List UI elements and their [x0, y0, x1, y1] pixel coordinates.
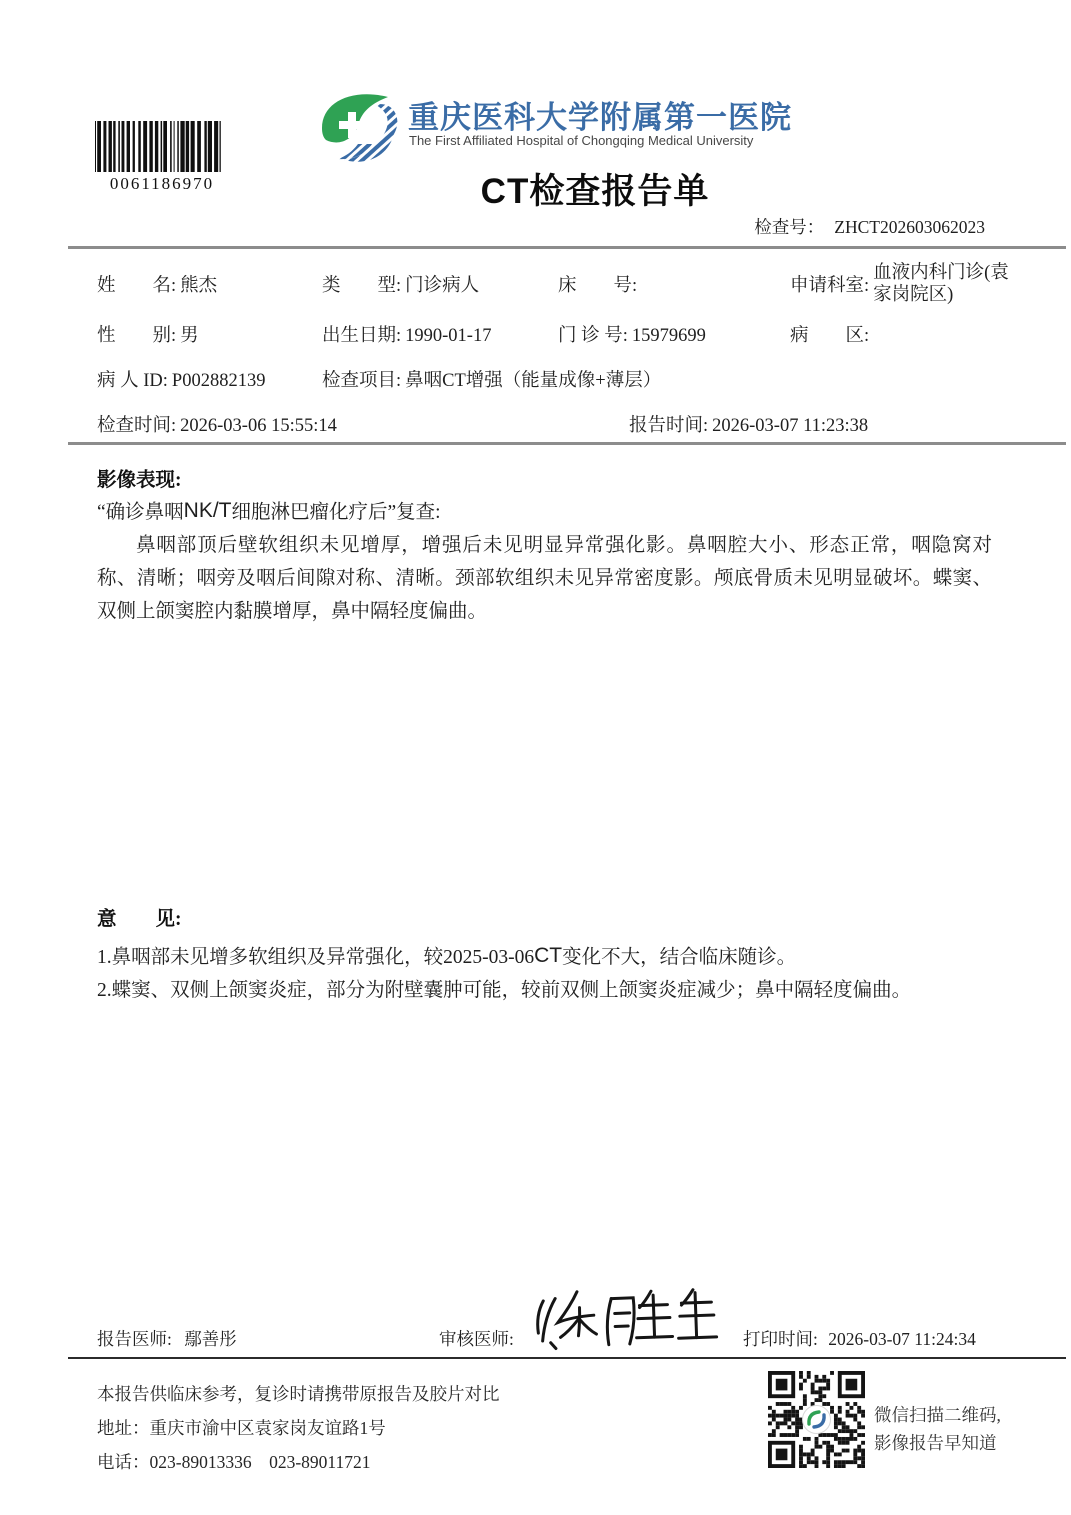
field-birth-date: 出生日期: 1990-01-17: [322, 326, 492, 346]
field-outpatient-number: 门 诊 号: 15979699: [558, 326, 706, 346]
footer-phone: 电话：023-89013336 023-89011721: [97, 1452, 371, 1472]
divider-patient-info: [68, 442, 1066, 445]
field-report-time: 报告时间: 2026-03-07 11:23:38: [629, 416, 869, 436]
review-doctor-signature: [528, 1286, 728, 1356]
field-patient-type: 类 型: 门诊病人: [322, 276, 480, 296]
exam-number: [0, 214, 985, 239]
hospital-logo-icon: [314, 88, 404, 166]
report-doctor-name: 鄢善彤: [184, 1329, 237, 1349]
field-ward: 病 区:: [790, 326, 870, 346]
qr-caption-line1: 微信扫描二维码,: [874, 1405, 1001, 1425]
report-title: CT检查报告单: [480, 172, 710, 211]
field-patient-name: 姓 名: 熊杰: [97, 276, 218, 296]
hospital-name: 重庆医科大学附属第一医院: [408, 100, 792, 135]
field-request-dept: 申请科室: 血液内科门诊(袁家岗院区): [790, 263, 1009, 305]
qr-caption-line2: 影像报告早知道: [874, 1433, 997, 1453]
findings-section-title: 影像表现:: [97, 470, 182, 491]
divider-header: [68, 246, 1066, 249]
exam-number-value: ZHCT202603062023: [834, 217, 985, 237]
divider-footer: [68, 1357, 1066, 1359]
hospital-name-english: The First Affiliated Hospital of Chongqing Medical University: [409, 133, 754, 148]
print-time-value: 2026-03-07 11:24:34: [828, 1329, 976, 1349]
opinion-item-1: 1.鼻咽部未见增多软组织及异常强化，较2025-03-06CT变化不大，结合临床随诊。: [97, 944, 797, 968]
barcode-number: 0061186970: [109, 174, 215, 193]
review-doctor-label: 审核医师:: [439, 1329, 514, 1349]
field-exam-item: 检查项目: 鼻咽CT增强（能量成像+薄层）: [322, 371, 662, 391]
opinion-section-title: 意 见:: [97, 909, 182, 930]
field-patient-id: 病 人 ID: P002882139: [97, 371, 266, 391]
report-doctor: 报告医师: 鄢善彤: [97, 1329, 237, 1349]
field-gender: 性 别: 男: [97, 326, 199, 346]
nkt-text: NK/T: [183, 499, 232, 522]
field-bed-number: 床 号:: [558, 276, 638, 296]
footer-note: 本报告供临床参考，复诊时请携带原报告及胶片对比: [97, 1384, 500, 1404]
wechat-qr-code: [768, 1371, 865, 1473]
print-time: 打印时间: 2026-03-07 11:24:34: [743, 1329, 976, 1349]
findings-diagnosis-line: “确诊鼻咽NK/T细胞淋巴瘤化疗后”复查:: [97, 499, 441, 523]
opinion-item-2: 2.蝶窦、双侧上颌窦炎症，部分为附壁囊肿可能，较前双侧上颌窦炎症减少；鼻中隔轻度偏曲。: [97, 980, 912, 1001]
findings-paragraph: 鼻咽部顶后壁软组织未见增厚，增强后未见明显异常强化影。鼻咽腔大小、形态正常，咽隐窝对称、清晰；咽旁及咽后间隙对称、清晰。颈部软组织未见异常密度影。颅底骨质未见明显破坏。蝶窦、双侧上颌窦腔内黏膜增厚，鼻中隔轻度偏曲。: [97, 535, 992, 622]
ct-text: CT: [534, 944, 563, 967]
field-exam-time: 检查时间: 2026-03-06 15:55:14: [97, 416, 337, 436]
exam-number-label: 检查号：: [754, 217, 825, 237]
footer-address: 地址：重庆市渝中区袁家岗友谊路1号: [97, 1418, 386, 1438]
